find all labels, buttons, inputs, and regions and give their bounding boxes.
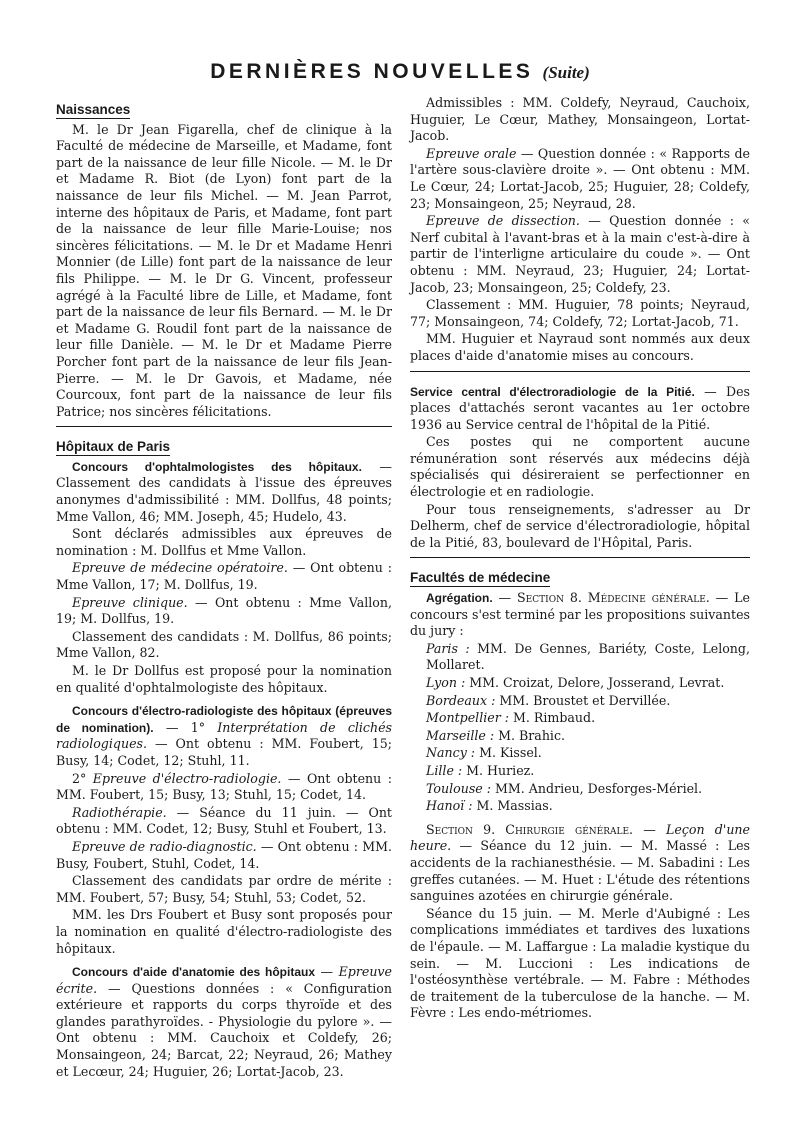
jury-list-item: Hanoï : M. Massias. xyxy=(426,798,553,814)
anatomie-p5: Classement : MM. Huguier, 78 points; Neyraud, 77; Monsaingeon, 74; Coldefy, 72; Lortat-Jacob, 71. xyxy=(410,297,750,329)
hopitaux-heading: Hôpitaux de Paris xyxy=(56,439,171,455)
section9-p2: Séance du 15 juin. — M. Merle d'Aubigné : Les complications immédiates et tardives des luxations de l'épaule. — M. Laffargue : La maladie kystique du sein. — M. Luccioni : Les indications de l'ostéosynthèse vertébrale. — M. Fabre : Méthodes de traitement de la tuberculose de la hanche. — M. Fèvre : Les endo-métriomes. xyxy=(410,905,750,1021)
electro-p6: MM. les Drs Foubert et Busy sont proposés pour la nomination en qualité d'électro-radiologiste des hôpitaux. xyxy=(56,907,392,956)
jury-list-item: Montpellier : M. Rimbaud. xyxy=(426,710,596,726)
ophtalmo-p5: Classement des candidats : M. Dollfus, 86 points; Mme Vallon, 82. xyxy=(56,628,392,661)
jury-list-item: Lille : M. Huriez. xyxy=(426,762,535,778)
ophtalmo-p4: Epreuve clinique. — Ont obtenu : Mme Vallon, 19; M. Dollfus, 19. xyxy=(56,594,392,627)
section-divider xyxy=(410,371,750,372)
jury-list-item: Bordeaux : MM. Broustet et Dervillée. xyxy=(426,692,671,708)
service-p3: Pour tous renseignements, s'adresser au Dr Delherm, chef de service d'électroradiologie, hôpital de la Pitié, 83, boulevard de l'Hôpital, Paris. xyxy=(410,501,750,550)
ophtalmo-p2: Sont déclarés admissibles aux épreuves de nomination : M. Dollfus et Mme Vallon. xyxy=(56,526,392,558)
ophtalmo-p3: Epreuve de médecine opératoire. — Ont obtenu : Mme Vallon, 17; M. Dollfus, 19. xyxy=(56,560,392,593)
anatomie-p4: Epreuve de dissection. — Question donnée : « Nerf cubital à l'avant-bras et à la main c'est-à-dire à partir de l'interligne articulaire du coude ». — Ont obtenu : MM. Neyraud, 23; Huguier, 24; Lortat-Jacob, 23; Monsaingeon, 25; Coldefy, 23. xyxy=(410,213,750,295)
anatomie-p3: Epreuve orale — Question donnée : « Rapports de l'artère sous-clavière droite ». — Ont obtenu : MM. Le Cœur, 24; Lortat-Jacob, 25; Huguier, 28; Coldefy, 23; Monsaingeon, 25; Neyraud, 28. xyxy=(410,145,750,211)
ophtalmo-p6: M. le Dr Dollfus est proposé pour la nomination en qualité d'ophtalmologiste des hôpitaux. xyxy=(56,663,392,695)
ophtalmo-intro: Concours d'ophtalmologistes des hôpitaux. — Classement des candidats à l'issue des épreuves anonymes d'admissibilité : MM. Dollfus, 48 points; Mme Vallon, 46; MM. Joseph, 45; Hudelo, 43. xyxy=(56,458,392,524)
facultes-heading: Facultés de médecine xyxy=(410,570,551,586)
electro-intro: Concours d'électro-radiologiste des hôpitaux (épreuves de nomination). — 1° Interprétation de clichés radiologiques. — Ont obtenu : MM. Foubert, 15; Busy, 14; Codet, 12; Stuhl, 11. xyxy=(56,704,393,768)
right-column xyxy=(410,95,750,1023)
agregation-intro: Agrégation. — Section 8. Médecine générale. — Le concours s'est terminé par les propositions suivantes du jury : xyxy=(410,590,750,639)
electro-p3: Radiothérapie. — Séance du 11 juin. — Ont obtenu : MM. Codet, 12; Busy, Stuhl et Foubert, 13. xyxy=(56,804,392,837)
service-p2: Ces postes qui ne comportent aucune rémunération sont réservés aux médecins déjà spécialisés qui désireraient se perfectionner en électrologie et en radiologie. xyxy=(410,434,750,500)
anatomie-p2: Admissibles : MM. Coldefy, Neyraud, Cauchoix, Huguier, Le Cœur, Mathey, Monsaingeon, Lortat-Jacob. xyxy=(410,95,750,144)
service-intro: Service central d'électroradiologie de la Pitié. — Des places d'attachés seront vacantes au 1er octobre 1936 au Service central de l'hôpital de la Pitié. xyxy=(410,383,750,432)
section9-intro: Section 9. Chirurgie générale. — Leçon d'une heure. — Séance du 12 juin. — M. Massé : Les accidents de la rachianesthésie. — M. Sabadini : Les greffes cutanées. — M. Huet : L'étude des rétentions sanguines azotées en chirurgie générale. xyxy=(410,821,750,904)
naissances-text: M. le Dr Jean Figarella, chef de clinique à la Faculté de médecine de Marseille, et Madame, font part de la naissance de leur fille Nicole. — M. le Dr et Madame R. Biot (de Lyon) font part de la naissance de leur fils Michel. — M. Jean Parrot, interne des hôpitaux de Paris, et Madame, font part de la naissance de leur fille Marie-Louise; nos sincères félicitations. — M. le Dr et Madame Henri Monnier (de Lille) font part de la naissance de leur fils Philippe. — M. le Dr G. Vincent, professeur agrégé à la Faculté libre de Lille, et Madame, font part de la naissance de leur fils Bernard. — M. le Dr et Madame G. Roudil font part de la naissance de leur fille Danièle. — M. le Dr et Madame Pierre Porcher font part de la naissance de leur fils Jean-Pierre. — M. le Dr Gavois, et Madame, née Courcoux, font part de la naissance de leur fils Patrice; nos sincères félicitations. xyxy=(56,121,392,419)
jury-list xyxy=(410,641,750,815)
electro-p2: 2° Epreuve d'électro-radiologie. — Ont obtenu : MM. Foubert, 15; Busy, 13; Stuhl, 15; Codet, 14. xyxy=(56,770,392,803)
anatomie-p6: MM. Huguier et Nayraud sont nommés aux deux places d'aide d'anatomie mises au concours. xyxy=(410,331,750,363)
jury-list-item: Lyon : MM. Croizat, Delore, Josserand, Levrat. xyxy=(426,675,725,690)
left-column xyxy=(56,102,392,1081)
electro-p4: Epreuve de radio-diagnostic. — Ont obtenu : MM. Busy, Foubert, Stuhl, Codet, 14. xyxy=(56,838,392,871)
jury-list-item: Nancy : M. Kissel. xyxy=(426,745,542,761)
anatomie-intro: Concours d'aide d'anatomie des hôpitaux — Epreuve écrite. — Questions données : « Configuration extérieure et rapports du corps thyroïde et des glandes parathyroïdes. - Physiologie du pylore ». — Ont obtenu : MM. Cauchoix et Coldefy, 26; Monsaingeon, 24; Barcat, 22; Neyraud, 26; Mathey et Lecœur, 24; Huguier, 26; Lortat-Jacob, 23. xyxy=(56,964,393,1079)
page-title-suite: (Suite) xyxy=(542,63,590,82)
jury-list-item: Paris : MM. De Gennes, Bariéty, Coste, Lelong, Mollaret. xyxy=(426,640,750,673)
naissances-heading: Naissances xyxy=(56,102,131,117)
jury-list-item: Toulouse : MM. Andrieu, Desforges-Mériel. xyxy=(426,780,703,796)
section-divider xyxy=(56,426,392,427)
page-title-main: DERNIÈRES NOUVELLES xyxy=(210,60,534,83)
electro-p5: Classement des candidats par ordre de mérite : MM. Foubert, 57; Busy, 54; Stuhl, 53; Codet, 52. xyxy=(56,873,392,905)
jury-list-item: Marseille : M. Brahic. xyxy=(426,727,566,743)
page-title xyxy=(0,60,800,84)
section-divider xyxy=(410,557,750,558)
